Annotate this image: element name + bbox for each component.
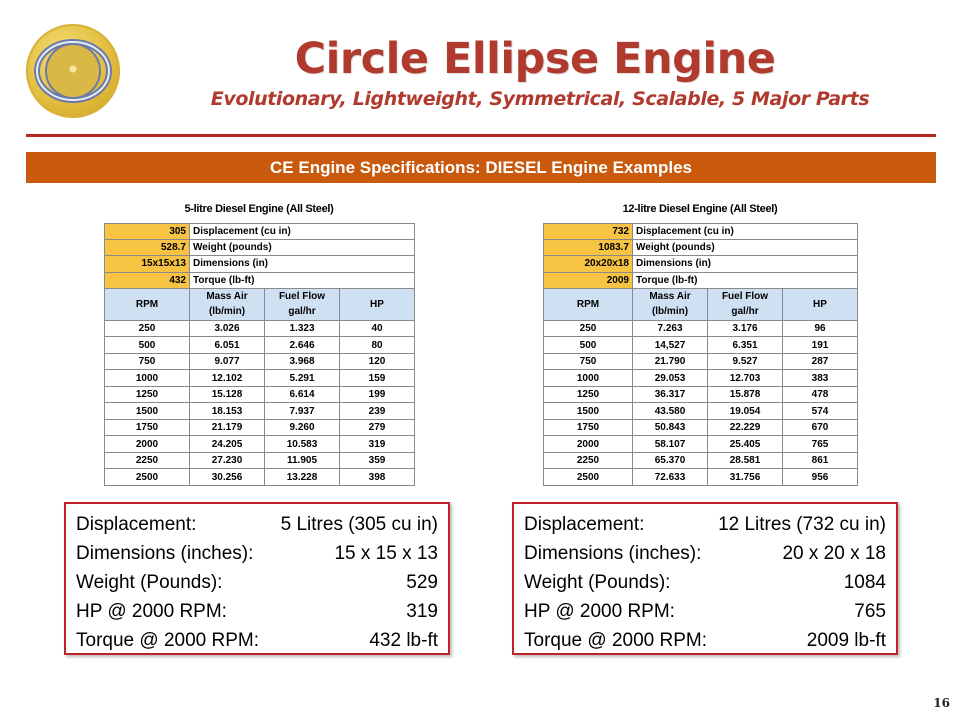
table-cell: 3.968 (265, 353, 340, 370)
table-cell: 478 (783, 386, 858, 403)
table-cell: 1000 (544, 370, 633, 387)
table-cell: 159 (340, 370, 415, 387)
summary-label: HP @ 2000 RPM: (76, 601, 227, 622)
page-title: Circle Ellipse Engine (294, 34, 776, 84)
table-cell: 2.646 (265, 337, 340, 354)
column-header: HP (340, 288, 415, 320)
table-cell: 31.756 (708, 469, 783, 486)
spec-value: 732 (544, 224, 633, 240)
table-row (544, 386, 858, 403)
table-cell: 3.026 (190, 320, 265, 337)
spec-row (544, 240, 858, 256)
table-row (105, 419, 415, 436)
table-cell: 15.128 (190, 386, 265, 403)
table-caption-5l: 5-litre Diesel Engine (All Steel) (184, 203, 334, 215)
spec-value: 15x15x13 (105, 256, 190, 272)
column-header: RPM (544, 288, 633, 320)
table-cell: 18.153 (190, 403, 265, 420)
table-cell: 956 (783, 469, 858, 486)
spec-label: Displacement (cu in) (190, 224, 415, 240)
table-cell: 319 (340, 436, 415, 453)
summary-label: Torque @ 2000 RPM: (524, 630, 707, 651)
table-cell: 29.053 (633, 370, 708, 387)
table-row (105, 403, 415, 420)
table-body-5l (105, 320, 415, 485)
table-cell: 383 (783, 370, 858, 387)
summary-label: Dimensions (inches): (76, 543, 254, 564)
summary-row (524, 568, 886, 597)
table-cell: 861 (783, 452, 858, 469)
spec-value: 1083.7 (544, 240, 633, 256)
table-cell: 25.405 (708, 436, 783, 453)
summary-label: Torque @ 2000 RPM: (76, 630, 259, 651)
table-cell: 6.351 (708, 337, 783, 354)
table-header-row (105, 288, 415, 320)
table-cell: 1.323 (265, 320, 340, 337)
table-row (105, 469, 415, 486)
table-cell: 765 (783, 436, 858, 453)
table-cell: 21.179 (190, 419, 265, 436)
table-cell: 2250 (105, 452, 190, 469)
table-cell: 7.263 (633, 320, 708, 337)
spec-label: Weight (pounds) (190, 240, 415, 256)
table-cell: 5.291 (265, 370, 340, 387)
summary-value: 2009 lb-ft (806, 630, 886, 651)
table-row (105, 320, 415, 337)
header-divider (26, 134, 936, 137)
table-cell: 58.107 (633, 436, 708, 453)
table-row (544, 452, 858, 469)
table-cell: 13.228 (265, 469, 340, 486)
table-cell: 500 (105, 337, 190, 354)
table-cell: 279 (340, 419, 415, 436)
table-cell: 250 (544, 320, 633, 337)
table-cell: 50.843 (633, 419, 708, 436)
table-cell: 80 (340, 337, 415, 354)
summary-row (76, 626, 438, 655)
table-row (105, 386, 415, 403)
table-cell: 30.256 (190, 469, 265, 486)
table-cell: 27.230 (190, 452, 265, 469)
table-cell: 2000 (105, 436, 190, 453)
table-cell: 40 (340, 320, 415, 337)
spec-row (105, 240, 415, 256)
table-cell: 6.614 (265, 386, 340, 403)
summary-label: Weight (Pounds): (76, 572, 223, 593)
table-row (544, 370, 858, 387)
page-number: 16 (933, 696, 950, 710)
summary-label: Displacement: (524, 514, 645, 535)
summary-value: 529 (406, 572, 438, 593)
summary-label: Dimensions (inches): (524, 543, 702, 564)
table-cell: 239 (340, 403, 415, 420)
spec-table-5l (104, 223, 415, 486)
table-cell: 9.077 (190, 353, 265, 370)
spec-label: Torque (lb-ft) (633, 272, 858, 288)
table-cell: 96 (783, 320, 858, 337)
summary-value: 20 x 20 x 18 (782, 543, 886, 564)
table-cell: 2250 (544, 452, 633, 469)
summary-row (76, 539, 438, 568)
table-row (544, 403, 858, 420)
table-cell: 191 (783, 337, 858, 354)
column-header: HP (783, 288, 858, 320)
table-cell: 2500 (105, 469, 190, 486)
page-subtitle: Evolutionary, Lightweight, Symmetrical, Scalable, 5 Major Parts (210, 88, 870, 110)
table-row (105, 370, 415, 387)
table-cell: 1750 (105, 419, 190, 436)
summary-value: 432 lb-ft (369, 630, 438, 651)
table-row (544, 469, 858, 486)
summary-label: Weight (Pounds): (524, 572, 671, 593)
table-cell: 10.583 (265, 436, 340, 453)
circle-ellipse-logo (26, 24, 120, 118)
table-row (105, 353, 415, 370)
table-cell: 24.205 (190, 436, 265, 453)
summary-row (76, 597, 438, 626)
table-cell: 1000 (105, 370, 190, 387)
summary-value: 319 (406, 601, 438, 622)
table-cell: 3.176 (708, 320, 783, 337)
spec-row (105, 272, 415, 288)
table-cell: 750 (105, 353, 190, 370)
table-row (544, 419, 858, 436)
table-cell: 12.102 (190, 370, 265, 387)
table-cell: 287 (783, 353, 858, 370)
table-row (544, 337, 858, 354)
column-header: Mass Air (lb/min) (190, 288, 265, 320)
table-cell: 574 (783, 403, 858, 420)
table-cell: 359 (340, 452, 415, 469)
summary-row (524, 510, 886, 539)
spec-table-12l (543, 223, 858, 486)
spec-value: 2009 (544, 272, 633, 288)
table-row (105, 337, 415, 354)
column-header: RPM (105, 288, 190, 320)
spec-row (544, 224, 858, 240)
column-header: Fuel Flow gal/hr (708, 288, 783, 320)
table-row (105, 452, 415, 469)
table-cell: 250 (105, 320, 190, 337)
table-cell: 19.054 (708, 403, 783, 420)
table-cell: 500 (544, 337, 633, 354)
spec-label: Dimensions (in) (190, 256, 415, 272)
summary-label: HP @ 2000 RPM: (524, 601, 675, 622)
summary-row (76, 510, 438, 539)
summary-label: Displacement: (76, 514, 197, 535)
summary-value: 1084 (843, 572, 886, 593)
table-cell: 1500 (544, 403, 633, 420)
table-cell: 199 (340, 386, 415, 403)
table-cell: 1250 (544, 386, 633, 403)
summary-value: 15 x 15 x 13 (334, 543, 438, 564)
summary-row (524, 597, 886, 626)
table-cell: 12.703 (708, 370, 783, 387)
summary-row (524, 626, 886, 655)
table-cell: 22.229 (708, 419, 783, 436)
spec-value: 528.7 (105, 240, 190, 256)
table-cell: 398 (340, 469, 415, 486)
spec-value: 20x20x18 (544, 256, 633, 272)
table-cell: 1500 (105, 403, 190, 420)
table-cell: 9.260 (265, 419, 340, 436)
table-row (544, 353, 858, 370)
table-header-row (544, 288, 858, 320)
table-cell: 1750 (544, 419, 633, 436)
table-cell: 6.051 (190, 337, 265, 354)
column-header: Fuel Flow gal/hr (265, 288, 340, 320)
spec-row (544, 272, 858, 288)
table-cell: 14,527 (633, 337, 708, 354)
table-body-12l (544, 320, 858, 485)
table-cell: 2500 (544, 469, 633, 486)
table-cell: 750 (544, 353, 633, 370)
table-cell: 2000 (544, 436, 633, 453)
table-cell: 1250 (105, 386, 190, 403)
summary-box-5l (64, 502, 450, 655)
summary-box-12l (512, 502, 898, 655)
table-cell: 28.581 (708, 452, 783, 469)
table-cell: 11.905 (265, 452, 340, 469)
spec-label: Displacement (cu in) (633, 224, 858, 240)
table-cell: 21.790 (633, 353, 708, 370)
table-cell: 15.878 (708, 386, 783, 403)
table-cell: 65.370 (633, 452, 708, 469)
table-cell: 9.527 (708, 353, 783, 370)
summary-value: 5 Litres (305 cu in) (280, 514, 438, 535)
spec-value: 432 (105, 272, 190, 288)
table-cell: 7.937 (265, 403, 340, 420)
summary-value: 12 Litres (732 cu in) (718, 514, 886, 535)
table-cell: 72.633 (633, 469, 708, 486)
summary-row (76, 568, 438, 597)
table-row (544, 320, 858, 337)
table-cell: 120 (340, 353, 415, 370)
spec-label: Weight (pounds) (633, 240, 858, 256)
table-cell: 36.317 (633, 386, 708, 403)
summary-value: 765 (854, 601, 886, 622)
spec-label: Torque (lb-ft) (190, 272, 415, 288)
table-row (105, 436, 415, 453)
table-cell: 670 (783, 419, 858, 436)
spec-row (544, 256, 858, 272)
spec-value: 305 (105, 224, 190, 240)
table-caption-12l: 12-litre Diesel Engine (All Steel) (622, 203, 778, 215)
table-cell: 43.580 (633, 403, 708, 420)
table-row (544, 436, 858, 453)
column-header: Mass Air (lb/min) (633, 288, 708, 320)
spec-row (105, 224, 415, 240)
logo-emblem-icon (26, 24, 120, 118)
summary-row (524, 539, 886, 568)
section-banner: CE Engine Specifications: DIESEL Engine Examples (26, 152, 936, 183)
spec-row (105, 256, 415, 272)
spec-label: Dimensions (in) (633, 256, 858, 272)
